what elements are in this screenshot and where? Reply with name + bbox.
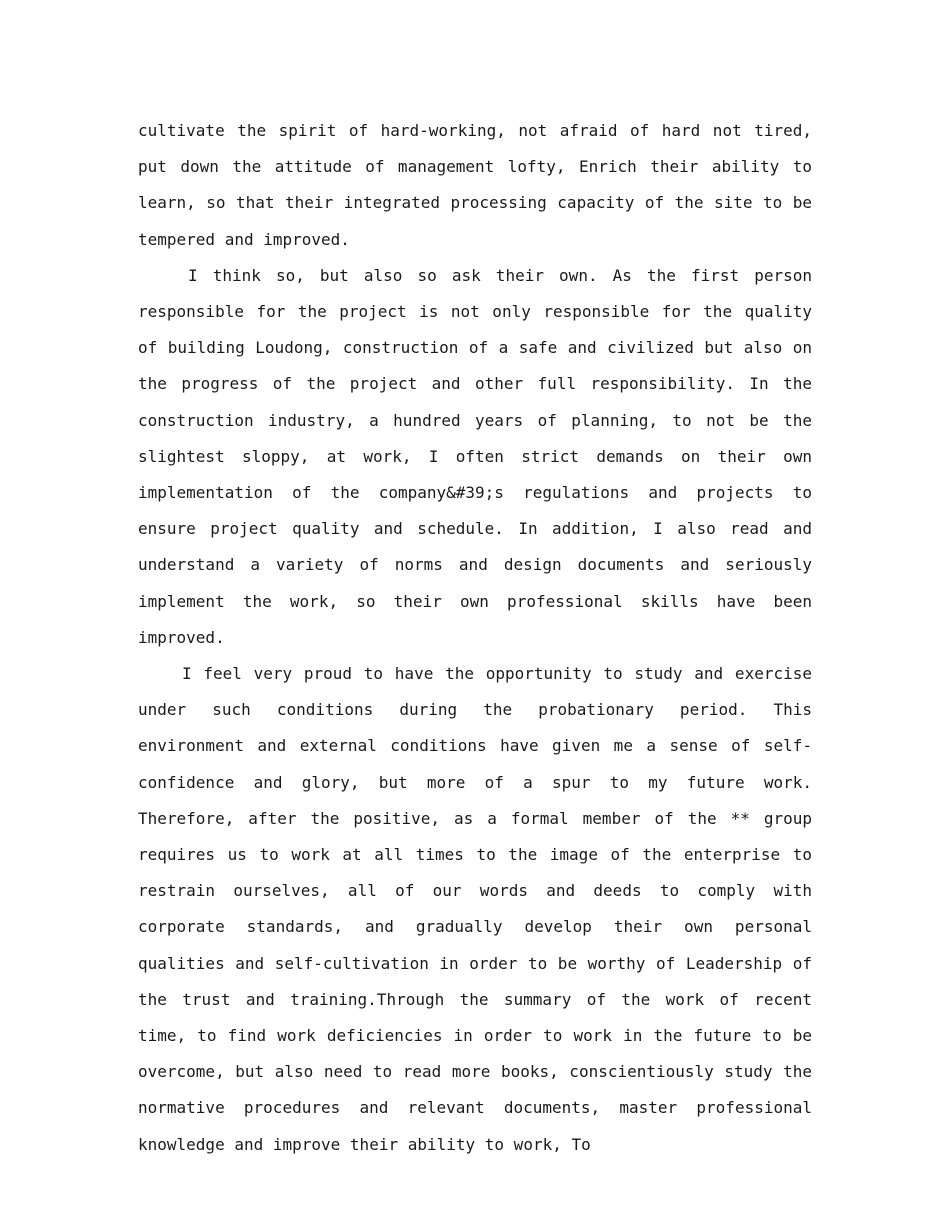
paragraph-continuation: cultivate the spirit of hard-working, not afraid of hard not tired, put down the attitude of management lofty, Enrich their ability to learn, so that their integrated processing capacity of the site to be tempered and improved. xyxy=(138,121,812,249)
paragraph-responsibility: I think so, but also so ask their own. As the first person responsible for the project is not only responsible for the quality of building Loudong, construction of a safe and civilized but also on the progress of the project and other full responsibility. In the construction industry, a hundred years of planning, to not be the slightest sloppy, at work, I often strict demands on their own implementation of the company&#39;s regulations and projects to ensure project quality and schedule. In addition, I also read and understand a variety of norms and design documents and seriously implement the work, so their own professional skills have been improved. xyxy=(138,265,812,647)
document-body xyxy=(138,113,812,1163)
paragraph-probation: I feel very proud to have the opportunity to study and exercise under such conditions during the probationary period. This environment and external conditions have given me a sense of self-confidence and glory, but more of a spur to my future work. Therefore, after the positive, as a formal member of the ** group requires us to work at all times to the image of the enterprise to restrain ourselves, all of our words and deeds to comply with corporate standards, and gradually develop their own personal qualities and self-cultivation in order to be worthy of Leadership of the trust and training.Through the summary of the work of recent time, to find work deficiencies in order to work in the future to be overcome, but also need to read more books, conscientiously study the normative procedures and relevant documents, master professional knowledge and improve their ability to work, To xyxy=(138,664,812,1154)
